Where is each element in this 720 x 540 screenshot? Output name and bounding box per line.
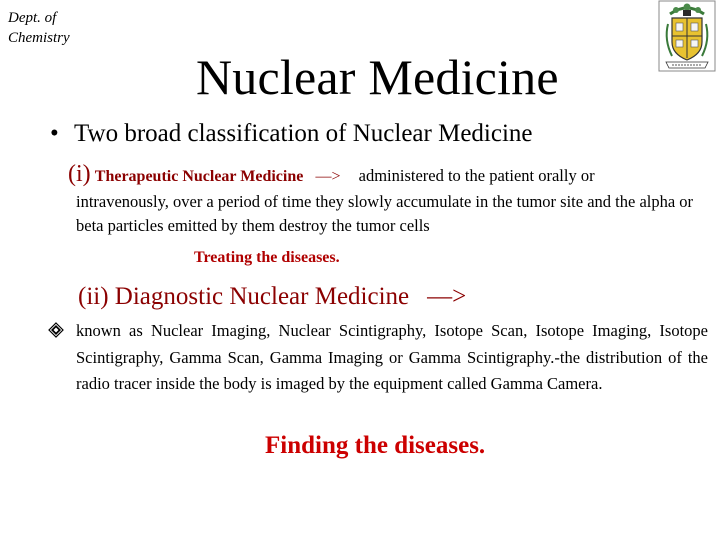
slide-title: Nuclear Medicine (196, 49, 559, 105)
bullet-marker: • (50, 120, 59, 147)
diagnostic-arrow: —> (427, 283, 467, 310)
diagnostic-purpose: Finding the diseases. (265, 432, 486, 459)
diagnostic-heading (78, 281, 466, 313)
diagnostic-description: known as Nuclear Imaging, Nuclear Scintigraphy, Isotope Scan, Isotope Imaging, Isotope Scintigraphy, Gamma Scan, Gamma Imaging or Gamma Scintigraphy.-the distribution of the radio tracer inside the body is imaged by the equipment called Gamma Camera. (76, 321, 708, 393)
college-crest-icon (658, 0, 716, 72)
therapeutic-purpose: Treating the diseases. (194, 249, 340, 266)
therapeutic-term: Therapeutic Nuclear Medicine (94, 168, 304, 185)
therapeutic-number: (i) (68, 161, 91, 187)
department-label (8, 8, 70, 48)
therapeutic-lead-text: administered to the patient orally or (358, 166, 595, 185)
therapeutic-heading (68, 161, 595, 190)
diamond-bullet-icon (48, 322, 64, 338)
main-bullet-text: Two broad classification of Nuclear Medicine (74, 120, 533, 147)
main-bullet (50, 118, 533, 150)
department-line-2: Chemistry (8, 30, 70, 46)
therapeutic-arrow: —> (315, 168, 341, 185)
diagnostic-heading-text: (ii) Diagnostic Nuclear Medicine (78, 283, 410, 310)
department-line-1: Dept. of (8, 10, 57, 26)
therapeutic-description: intravenously, over a period of time they slowly accumulate in the tumor site and the alpha or beta particles emitted by them destroy the tumor cells (76, 192, 694, 235)
